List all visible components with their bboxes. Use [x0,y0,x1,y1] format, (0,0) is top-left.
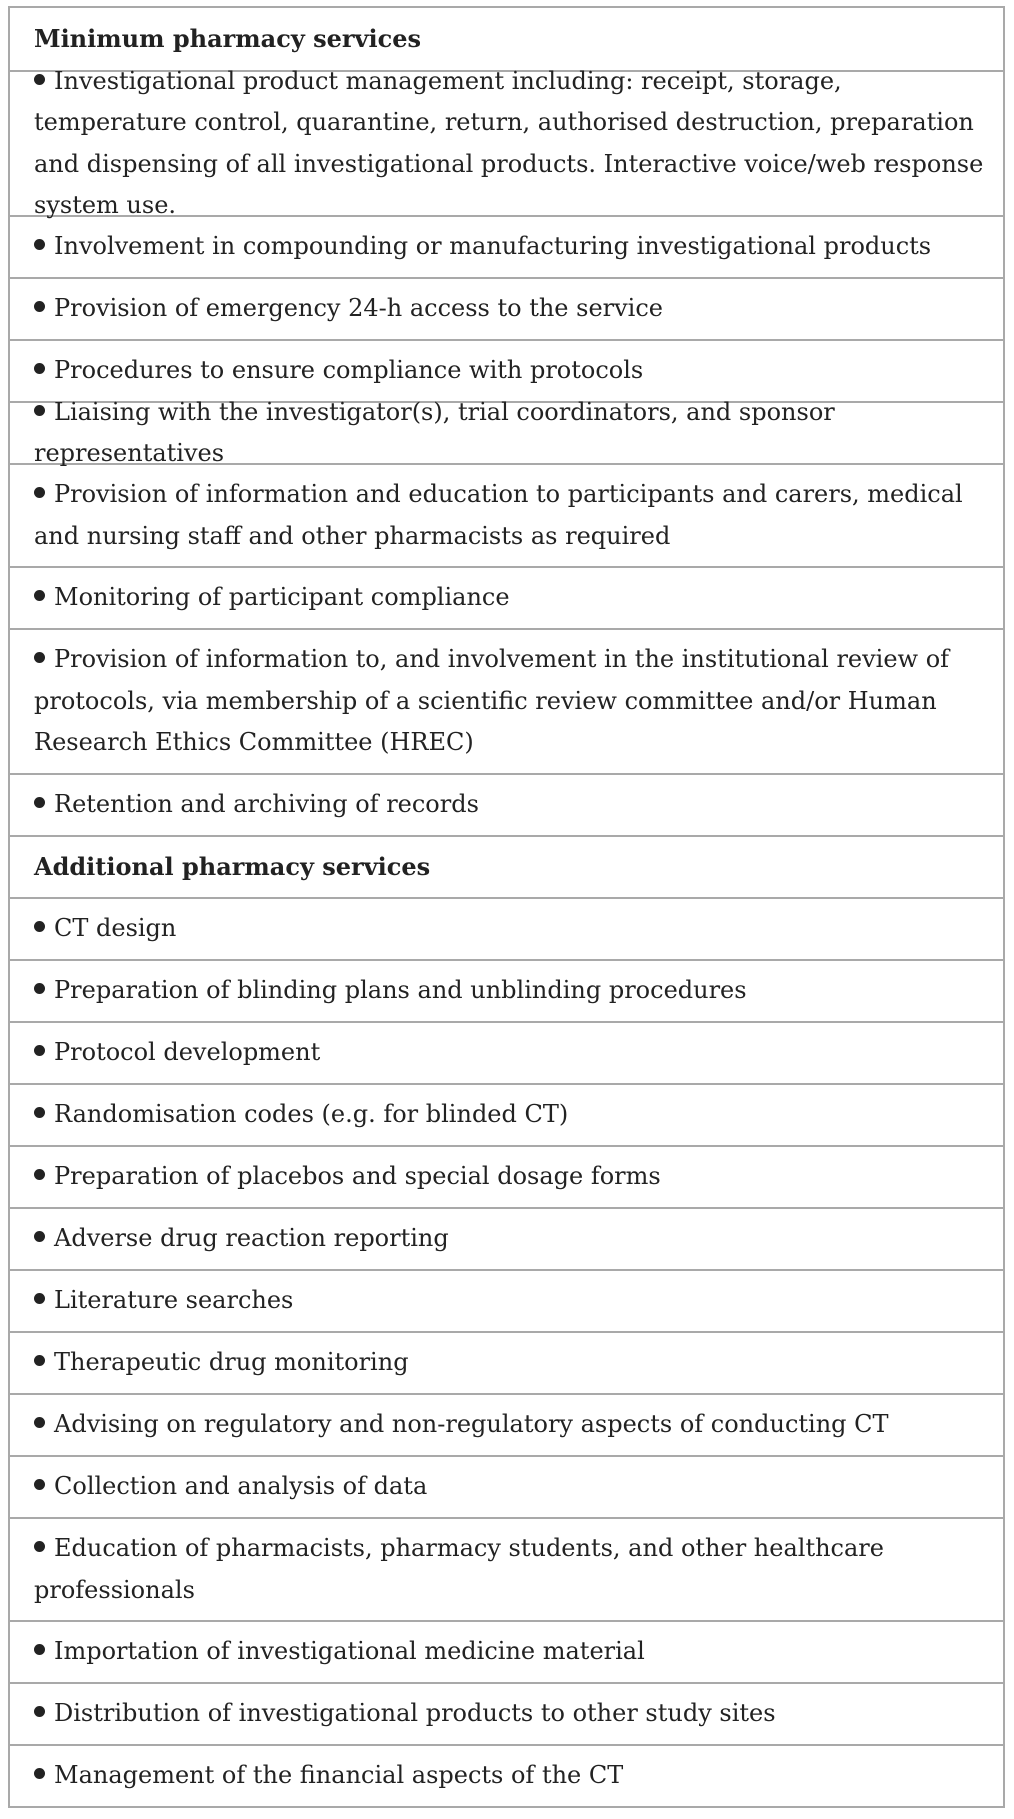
service-item-text: Involvement in compounding or manufacturing investigational products [54,232,932,261]
service-item-text: Provision of information to, and involvement in the institutional review of protocols, via membership of a scientific review committee and/or Human Research Ethics Committee (HREC) [34,645,950,757]
service-item-text: Collection and analysis of data [54,1472,428,1501]
bullet-icon [34,1169,45,1180]
bullet-icon [34,652,45,663]
service-item-text: Provision of emergency 24-h access to the service [54,294,663,323]
bullet-icon [34,487,45,498]
bullet-icon [34,590,45,601]
table-row [10,277,1003,339]
bullet-icon [34,1231,45,1242]
service-item-text: Management of the financial aspects of the CT [54,1761,624,1790]
service-item-text: Monitoring of participant compliance [54,583,510,612]
table-row [10,628,1003,773]
table-row [10,1021,1003,1083]
bullet-icon [34,239,45,250]
bullet-icon [34,1355,45,1366]
table-row [10,66,1003,219]
service-item-text: Adverse drug reaction reporting [54,1224,449,1253]
section-header-label: Minimum pharmacy services [34,24,422,54]
bullet-icon [34,1706,45,1717]
service-item-text: Therapeutic drug monitoring [54,1348,409,1377]
service-item-text: Procedures to ensure compliance with protocols [54,356,644,385]
section-header-label: Additional pharmacy services [34,852,431,882]
service-item-text: Investigational product management including: receipt, storage, temperature control, quarantine, return, authorised destruction, preparation and dispensing of all investigational products. Interactive voice/web response system use. [34,66,984,219]
bullet-icon [34,1541,45,1552]
bullet-icon [34,1417,45,1428]
bullet-icon [34,1644,45,1655]
bullet-icon [34,301,45,312]
service-item-text: Randomisation codes (e.g. for blinded CT) [54,1100,569,1129]
service-item-text: Provision of information and education to participants and carers, medical and nursing staff and other pharmacists as required [34,480,963,550]
bullet-icon [34,921,45,932]
table-row [10,1331,1003,1393]
table-row [10,566,1003,628]
service-item-text: Liaising with the investigator(s), trial coordinators, and sponsor representatives [34,397,835,467]
service-item-text: Retention and archiving of records [54,790,479,819]
service-item-text: Preparation of placebos and special dosage forms [54,1162,661,1191]
service-item-text: Advising on regulatory and non-regulatory aspects of conducting CT [54,1410,889,1439]
table-row [10,1269,1003,1331]
bullet-icon [34,1293,45,1304]
bullet-icon [34,1768,45,1779]
section-header-additional [10,835,1003,897]
service-item-text: CT design [54,914,177,943]
bullet-icon [34,74,45,85]
service-item-text: Protocol development [54,1038,321,1067]
table-row [10,1207,1003,1269]
table-row [10,1455,1003,1517]
table-row [10,1517,1003,1620]
service-item-text: Education of pharmacists, pharmacy students, and other healthcare professionals [34,1534,884,1604]
table-row [10,463,1003,566]
service-item-text: Distribution of investigational products to other study sites [54,1699,776,1728]
bullet-icon [34,797,45,808]
service-item-text: Importation of investigational medicine material [54,1637,645,1666]
service-item-text: Literature searches [54,1286,294,1315]
table-row [10,1145,1003,1207]
service-item-text: Preparation of blinding plans and unblinding procedures [54,976,747,1005]
bullet-icon [34,983,45,994]
table-row [10,1744,1003,1806]
table-row [10,897,1003,959]
table-row [10,959,1003,1021]
bullet-icon [34,405,45,416]
table-row [10,1620,1003,1682]
table-row [10,1083,1003,1145]
bullet-icon [34,1045,45,1056]
pharmacy-services-table [8,6,1005,1808]
bullet-icon [34,1479,45,1490]
table-row [10,1393,1003,1455]
bullet-icon [34,1107,45,1118]
table-row [10,773,1003,835]
bullet-icon [34,363,45,374]
table-row [10,1682,1003,1744]
table-row [10,397,1003,467]
